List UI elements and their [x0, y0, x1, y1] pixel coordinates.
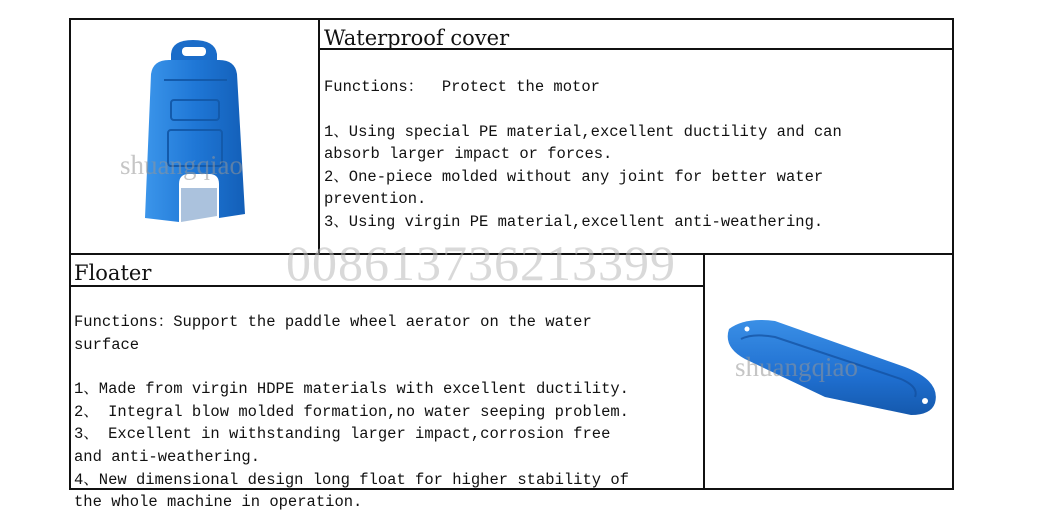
brand-watermark: shuangqiao — [735, 352, 858, 382]
cover-point: 1、Using special PE material,excellent ductility and can absorb larger impact or forces. — [324, 122, 852, 164]
floater-point: 3、 Excellent in withstanding larger impact,corrosion free and anti-weathering. — [74, 425, 620, 466]
cover-body-cell — [320, 50, 954, 255]
cover-point: 2、One-piece molded without any joint for better water prevention. — [324, 167, 833, 209]
waterproof-cover-image — [69, 18, 318, 253]
brand-watermark: shuangqiao — [120, 150, 243, 180]
cover-image-cell — [69, 18, 320, 255]
cover-title: Waterproof cover — [324, 26, 510, 50]
floater-point: 4、New dimensional design long float for higher stability of the whole machine in operation. — [74, 470, 639, 512]
floater-functions: Functions：Support the paddle wheel aerator on the water surface — [74, 313, 602, 354]
cover-functions: Functions： Protect the motor — [324, 78, 600, 96]
cover-point: 3、Using virgin PE material,excellent anti-weathering. — [324, 212, 824, 231]
phone-watermark: 008613736213399 — [286, 235, 676, 291]
floater-point: 2、 Integral blow molded formation,no water seeping problem. — [74, 402, 629, 421]
floater-body-cell — [69, 287, 705, 512]
floater-title: Floater — [74, 261, 152, 285]
cover-title-cell — [320, 18, 954, 50]
floater-point: 1、Made from virgin HDPE materials with excellent ductility. — [74, 380, 629, 399]
